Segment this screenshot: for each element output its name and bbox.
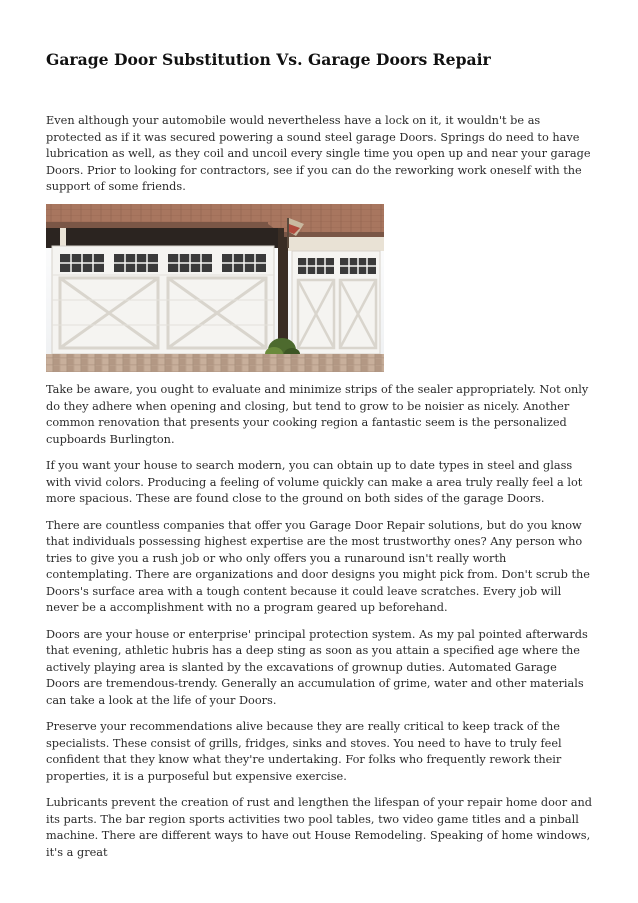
paragraph-6: Lubricants prevent the creation of rust and lengthen the lifespan of your repair home door and its parts. The bar region sports activities two pool tables, two video game titles and a pinball machine. There are different ways to have out House Remodeling. Speaking of home windows, it's a great (46, 796, 592, 859)
paragraph-1: Take be aware, you ought to evaluate and minimize strips of the sealer appropriately. Not only do they adhere when opening and closing, but tend to grow to be noisier as nicely. Another common renovation that presents your cooking region a fantastic seem is the personalized cupboards Burlington. (46, 383, 589, 446)
garage-photo-icon (46, 204, 384, 372)
paragraph-3: There are countless companies that offer you Garage Door Repair solutions, but do you know that individuals possessing highest expertise are the most trustworthy ones? Any person who tries to give you a rush job or who only offers you a runaround isn't really worth contemplating. There are organizations and door designs you might pick from. Don't scrub the Doors's surface area with a tough content because it could leave scratches. Every job will never be a accomplishment with no a program geared up beforehand. (46, 518, 590, 614)
body-text (46, 382, 594, 871)
garage-photo (46, 204, 384, 372)
paragraph-4: Doors are your house or enterprise' principal protection system. As my pal pointed afterwards that evening, athletic hubris has a deep sting as soon as you attain a specified age where the actively playing area is slanted by the excavations of grownup duties. Automated Garage Doors are tremendous-trendy. Generally an accumulation of grime, water and other materials can take a look at the life of your Doors. (46, 627, 588, 707)
intro-paragraph: Even although your automobile would nevertheless have a lock on it, it wouldn't be as protected as if it was secured powering a sound steel garage Doors. Springs do need to have lubrication as well, as they coil and uncoil every single time you open up and near your garage Doors. Prior to looking for contractors, see if you can do the reworking work oneself with the support of some friends. (46, 114, 591, 193)
paragraph-2: If you want your house to search modern, you can obtain up to date types in steel and glass with vivid colors. Producing a feeling of volume quickly can make a area truly really feel a lot more spacious. These are found close to the ground on both sides of the garage Doors. (46, 459, 583, 505)
paragraph-5: Preserve your recommendations alive because they are really critical to keep track of the specialists. These consist of grills, fridges, sinks and stoves. You need to have to truly feel confident that they know what they're undertaking. For folks who frequently rework their properties, it is a purposeful but expensive exercise. (46, 720, 562, 783)
page-title: Garage Door Substitution Vs. Garage Doors Repair (46, 50, 491, 69)
